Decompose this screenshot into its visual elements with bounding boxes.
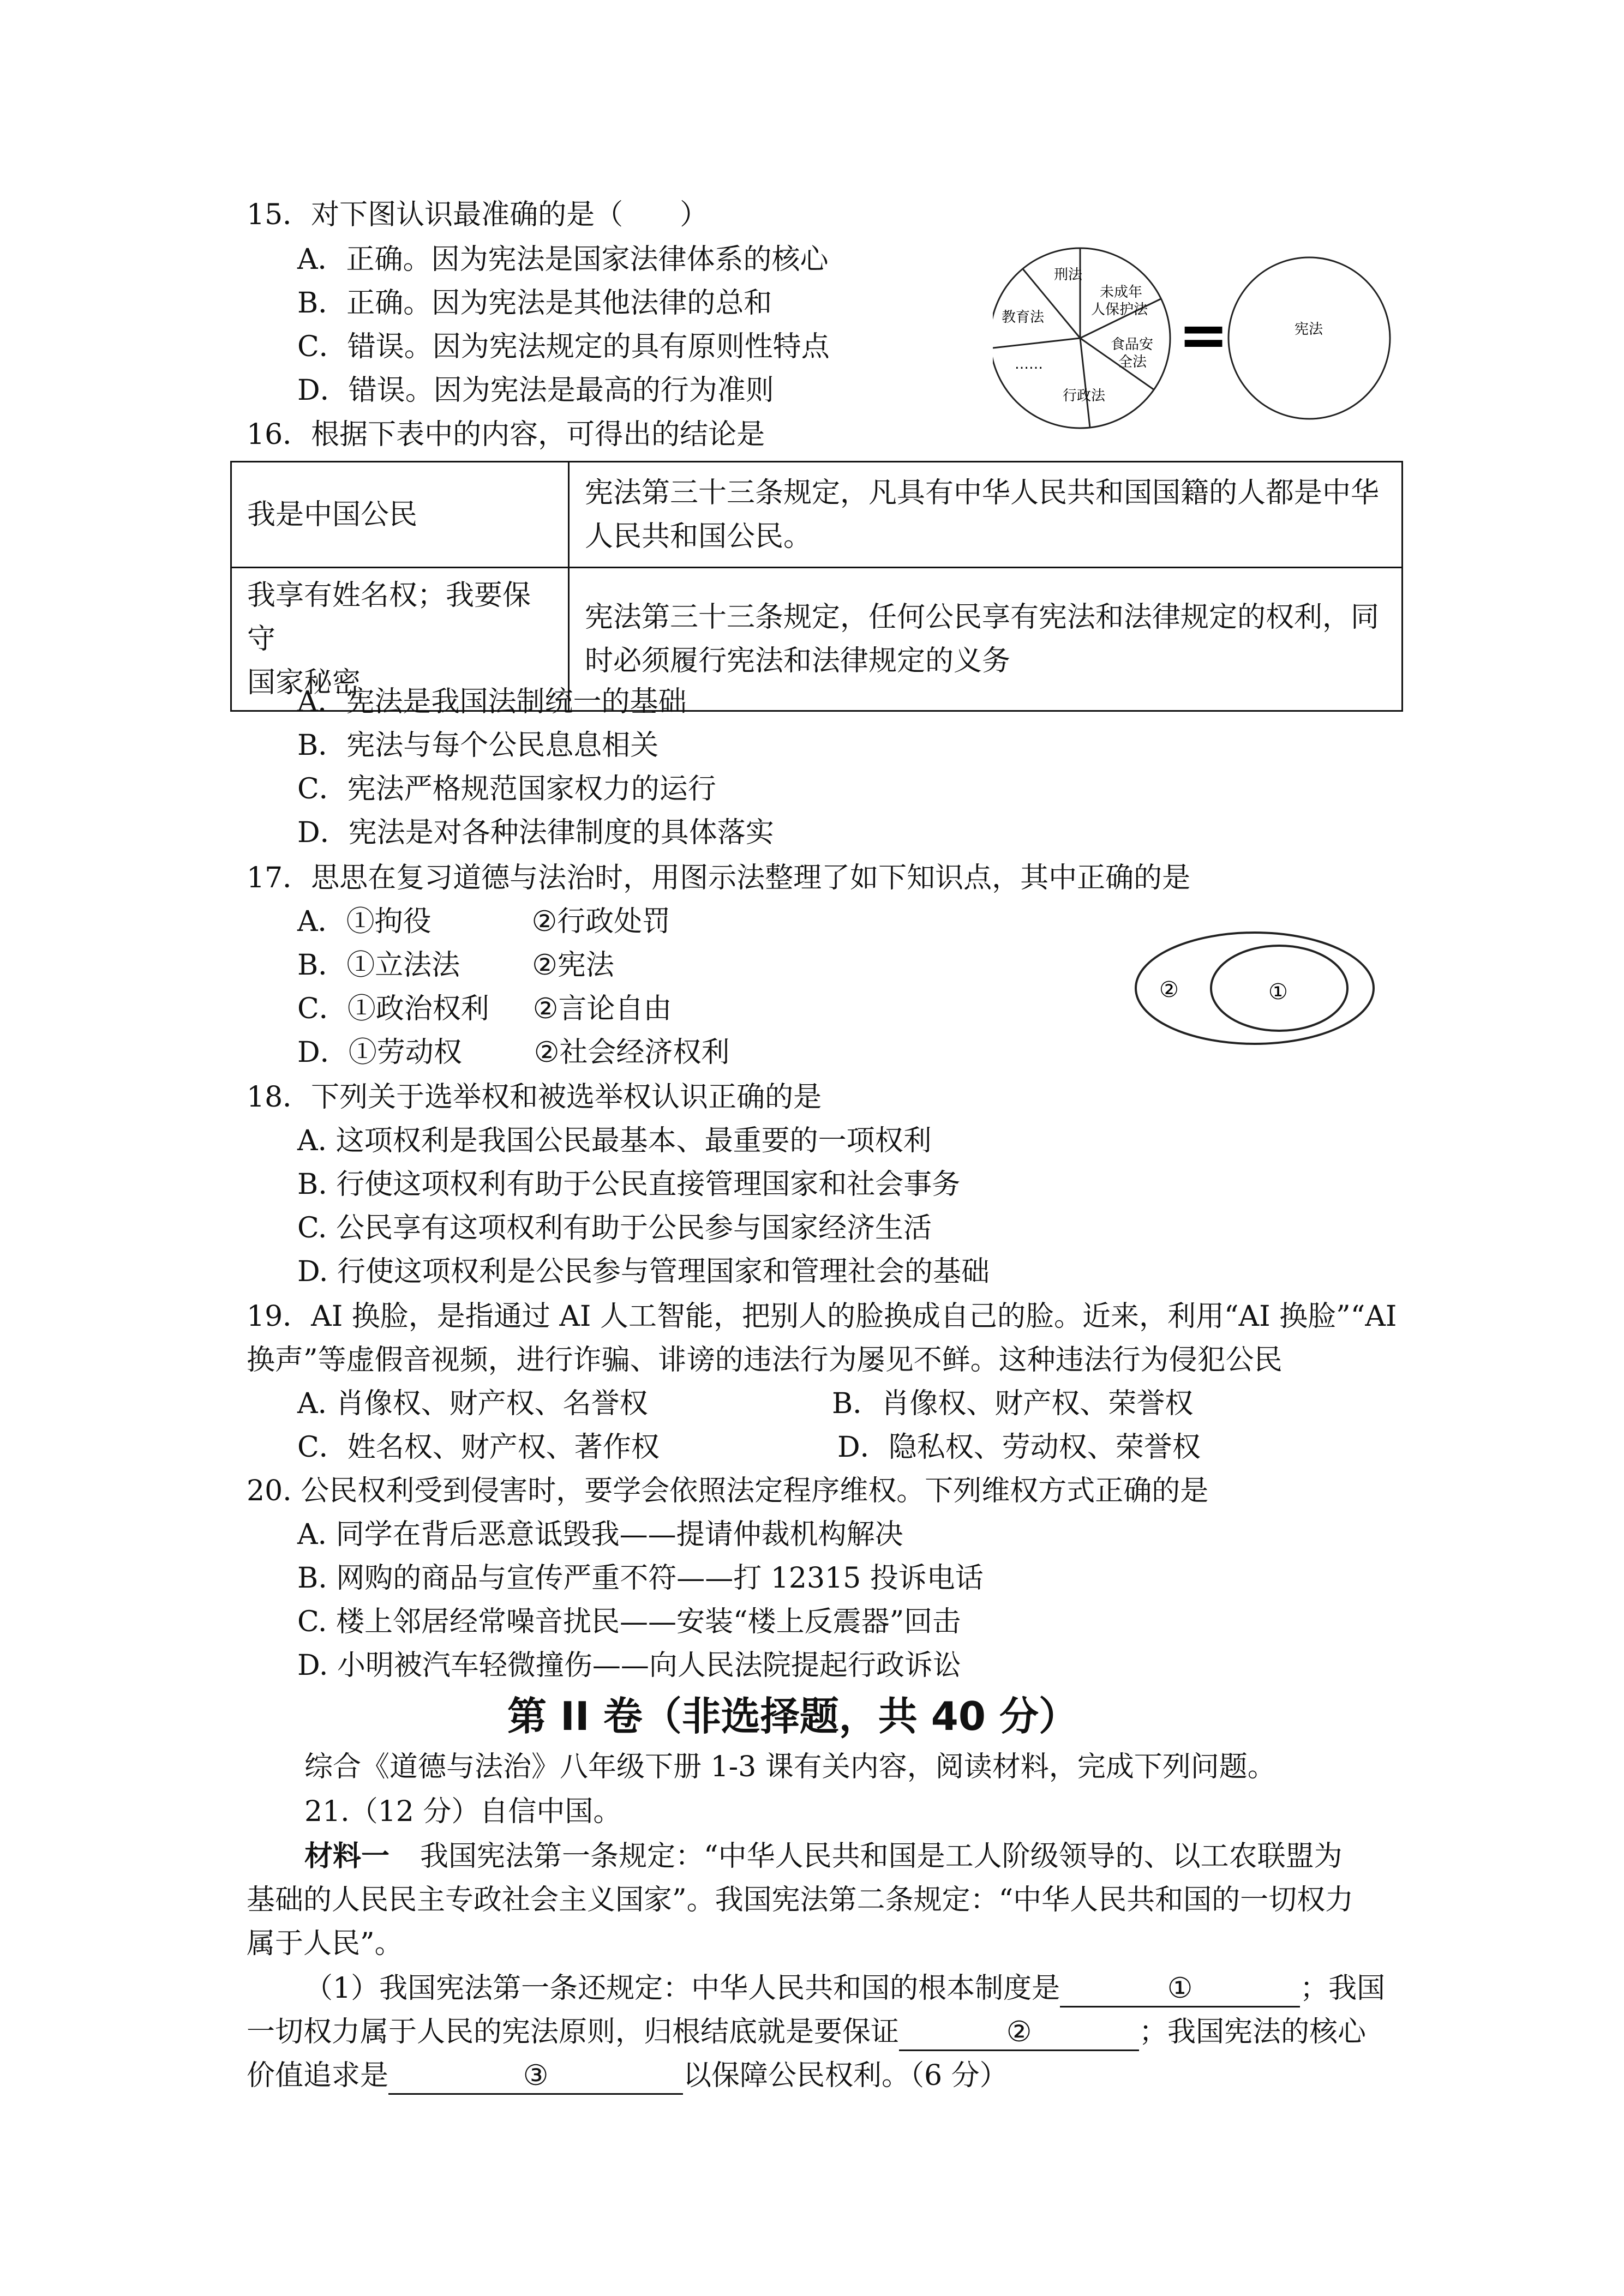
slice-label-minor-protection-2: 人保护法 xyxy=(1091,302,1148,318)
outer-label: ② xyxy=(1159,977,1179,1002)
table-cell-right: 宪法第三十三条规定，任何公民享有宪法和法律规定的权利，同 时必须履行宪法和法律规定的义务 xyxy=(569,568,1403,711)
question-21-material-line-3: 属于人民”。 xyxy=(247,1927,403,1960)
question-16-table xyxy=(230,461,1403,712)
question-17-option-a: A．①拘役 ②行政处罚 xyxy=(297,905,671,938)
slice-label-administrative-law: 行政法 xyxy=(1063,388,1106,404)
constitution-label: 宪法 xyxy=(1295,321,1323,338)
question-17-option-d: D．①劳动权 ②社会经济权利 xyxy=(297,1036,730,1069)
question-19-option-c: C．姓名权、财产权、著作权 xyxy=(297,1431,660,1464)
question-16-option-d: D．宪法是对各种法律制度的具体落实 xyxy=(297,816,774,849)
question-15-option-c: C．错误。因为宪法规定的具有原则性特点 xyxy=(297,330,830,363)
slice-label-minor-protection-1: 未成年 xyxy=(1100,284,1143,300)
table-cell-left: 我是中国公民 xyxy=(231,462,569,568)
question-19-option-b: B．肖像权、财产权、荣誉权 xyxy=(832,1387,1194,1420)
slice-label-food-safety-1: 食品安 xyxy=(1111,336,1154,353)
question-21-sub1-line-2: 一切权力属于人民的宪法原则，归根结底就是要保证 ② ；我国宪法的核心 xyxy=(247,2015,1366,2051)
table-row xyxy=(231,462,1403,568)
slice-label-criminal-law: 刑法 xyxy=(1054,267,1083,283)
question-18-option-c: C. 公民享有这项权利有助于公民参与国家经济生活 xyxy=(297,1212,932,1245)
question-18-option-a: A. 这项权利是我国公民最基本、最重要的一项权利 xyxy=(297,1125,932,1157)
question-20-option-b: B. 网购的商品与宣传严重不符——打 12315 投诉电话 xyxy=(297,1562,984,1595)
inner-label: ① xyxy=(1268,979,1288,1005)
question-19-stem-line-2: 换声”等虚假音视频，进行诈骗、诽谤的违法行为屡见不鲜。这种违法行为侵犯公民 xyxy=(247,1344,1283,1377)
table-cell-right: 宪法第三十三条规定，凡具有中华人民共和国国籍的人都是中华 人民共和国公民。 xyxy=(569,462,1403,568)
question-17-option-c: C．①政治权利 ②言论自由 xyxy=(297,993,672,1025)
question-21-sub1-line-3: 价值追求是 ③ 以保障公民权利。（6 分） xyxy=(247,2058,1008,2095)
question-18-option-b: B. 行使这项权利有助于公民直接管理国家和社会事务 xyxy=(297,1168,961,1201)
question-16-option-c: C．宪法严格规范国家权力的运行 xyxy=(297,773,716,806)
question-21-material-line-1: 材料一 我国宪法第一条规定：“中华人民共和国是工人阶级领导的、以工农联盟为 xyxy=(304,1840,1343,1873)
question-15-option-d: D．错误。因为宪法是最高的行为准则 xyxy=(297,374,774,407)
answer-blank-2[interactable]: ② xyxy=(899,2015,1139,2051)
table-cell-left: 我享有姓名权；我要保守 国家秘密 xyxy=(231,568,569,711)
question-16-option-b: B．宪法与每个公民息息相关 xyxy=(297,729,659,762)
question-20-option-c: C. 楼上邻居经常噪音扰民——安装“楼上反震器”回击 xyxy=(297,1606,961,1638)
question-15-stem: 15．对下图认识最准确的是（ ） xyxy=(247,199,709,231)
question-17-stem: 17．思思在复习道德与法治时，用图示法整理了如下知识点，其中正确的是 xyxy=(247,862,1191,894)
question-15-figure xyxy=(993,240,1397,447)
question-19-option-d: D．隐私权、劳动权、荣誉权 xyxy=(837,1431,1201,1464)
question-20-stem: 20. 公民权利受到侵害时，要学会依照法定程序维权。下列维权方式正确的是 xyxy=(247,1475,1209,1507)
section-2-intro: 综合《道德与法治》八年级下册 1-3 课有关内容，阅读材料，完成下列问题。 xyxy=(304,1751,1276,1783)
question-17-option-b: B．①立法法 ②宪法 xyxy=(297,949,614,982)
question-16-stem: 16．根据下表中的内容，可得出的结论是 xyxy=(247,418,765,451)
question-18-stem: 18．下列关于选举权和被选举权认识正确的是 xyxy=(247,1081,822,1114)
question-16-option-a: A．宪法是我国法制统一的基础 xyxy=(297,686,687,718)
question-21-sub1-line-1: （1）我国宪法第一条还规定：中华人民共和国的根本制度是 ① ；我国 xyxy=(304,1971,1385,2008)
answer-blank-1[interactable]: ① xyxy=(1060,1971,1300,2008)
question-19-stem-line-1: 19．AI 换脸，是指通过 AI 人工智能，把别人的脸换成自己的脸。近来，利用“AI 换脸”“AI xyxy=(247,1300,1397,1333)
question-21-material-line-2: 基础的人民民主专政社会主义国家”。我国宪法第二条规定：“中华人民共和国的一切权力 xyxy=(247,1884,1354,1916)
equals-sign: = xyxy=(1178,300,1229,370)
question-20-option-d: D. 小明被汽车轻微撞伤——向人民法院提起行政诉讼 xyxy=(297,1649,961,1682)
slice-label-ellipsis: …… xyxy=(1015,356,1043,372)
material-label: 材料一 xyxy=(304,1840,390,1873)
slice-label-food-safety-2: 全法 xyxy=(1118,354,1147,370)
question-20-option-a: A. 同学在背后恶意诋毁我——提请仲裁机构解决 xyxy=(297,1518,903,1551)
question-17-figure xyxy=(1121,922,1394,1069)
section-2-title: 第 II 卷（非选择题，共 40 分） xyxy=(507,1693,1078,1739)
question-18-option-d: D. 行使这项权利是公民参与管理国家和管理社会的基础 xyxy=(297,1255,990,1288)
question-15-option-a: A．正确。因为宪法是国家法律体系的核心 xyxy=(297,243,829,276)
constitution-circle xyxy=(1229,257,1390,419)
answer-blank-3[interactable]: ③ xyxy=(388,2058,683,2095)
question-15-option-b: B．正确。因为宪法是其他法律的总和 xyxy=(297,287,772,320)
slice-label-education-law: 教育法 xyxy=(1002,309,1045,326)
question-21-header: 21.（12 分）自信中国。 xyxy=(304,1795,622,1828)
question-19-option-a: A. 肖像权、财产权、名誉权 xyxy=(297,1387,648,1420)
